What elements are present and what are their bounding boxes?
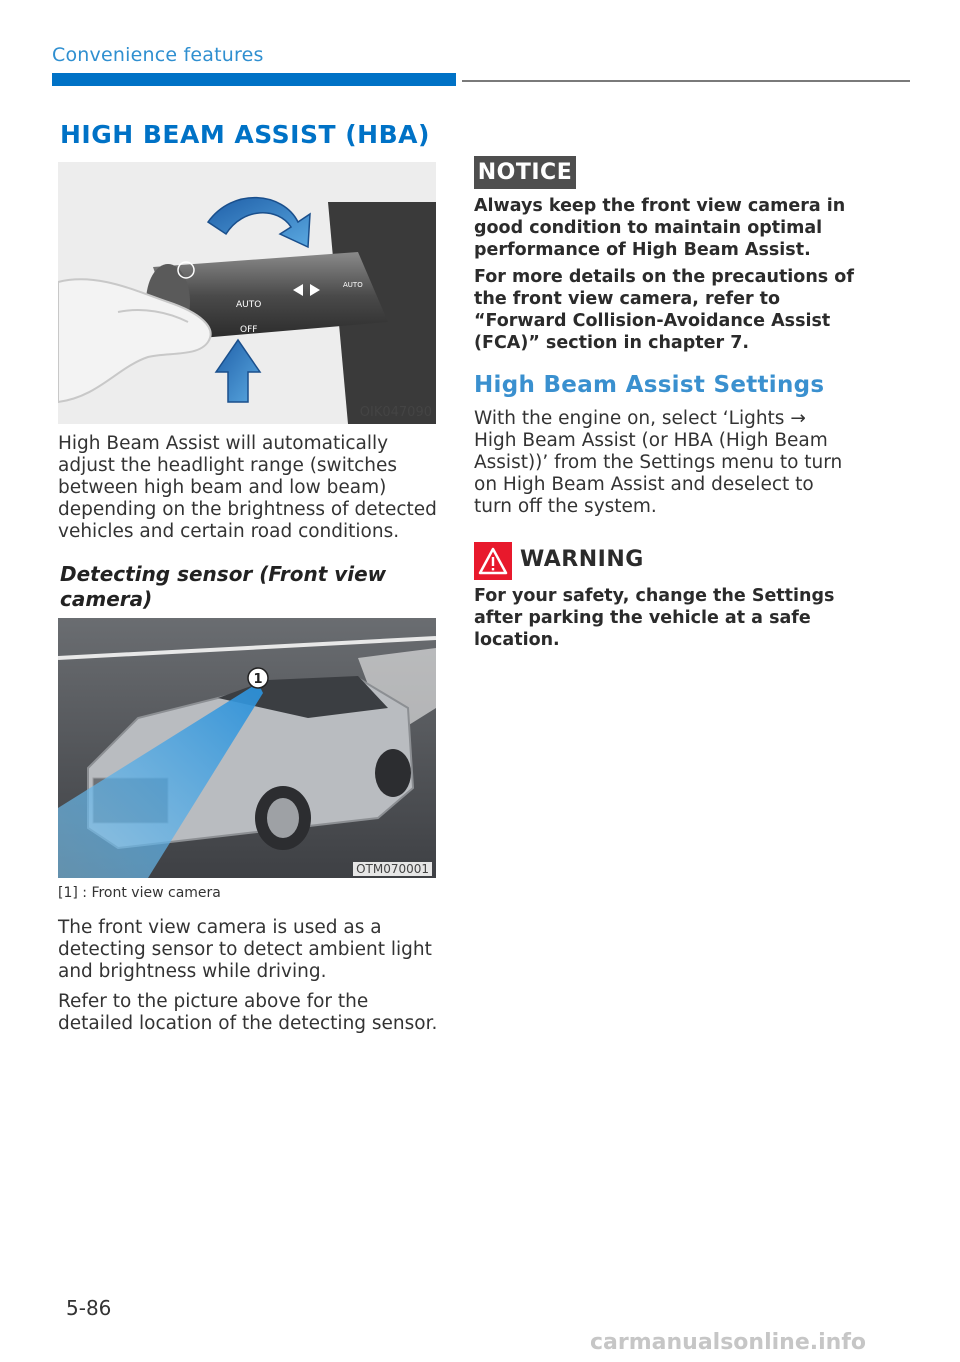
page-number: 5-86 — [66, 1296, 112, 1320]
stalk-auto-small-label: AUTO — [343, 281, 363, 289]
warning-icon — [474, 542, 512, 580]
settings-paragraph: With the engine on, select ‘Lights → High Beam Assist (or HBA (High Beam Assist))’ from the Settings menu to turn on High Beam Assist and deselect to turn off the system. — [474, 408, 843, 517]
image-caption: [1] : Front view camera — [58, 885, 221, 901]
image-code-car: OTM070001 — [353, 862, 432, 876]
settings-title: High Beam Assist Settings — [474, 372, 825, 398]
front-camera-car-image — [58, 618, 436, 878]
section-title: HIGH BEAM ASSIST (HBA) — [60, 120, 430, 149]
image-code-stalk: OIK047090 — [359, 405, 432, 420]
notice-paragraph-1: Always keep the front view camera in good condition to maintain optimal performance of High Beam Assist. — [474, 196, 846, 260]
location-paragraph: Refer to the picture above for the detailed location of the detecting sensor. — [58, 991, 438, 1034]
warning-paragraph: For your safety, change the Settings after parking the vehicle at a safe location. — [474, 586, 835, 650]
camera-marker-number: 1 — [253, 672, 263, 687]
stalk-auto-label: AUTO — [236, 300, 262, 310]
intro-paragraph: High Beam Assist will automatically adjust the headlight range (switches between high beam and low beam) depending on the brightness of detected vehicles and certain road conditions. — [58, 433, 437, 542]
headlight-stalk-image — [58, 162, 436, 424]
stalk-illustration — [58, 162, 436, 424]
detecting-sensor-subtitle: Detecting sensor (Front view camera) — [60, 562, 387, 611]
car-illustration — [58, 618, 436, 878]
notice-paragraph-2: For more details on the precautions of the front view camera, refer to “Forward Collision-Avoidance Assist (FCA)” section in chapter 7. — [474, 267, 854, 353]
running-header: Convenience features — [52, 44, 264, 66]
notice-label: NOTICE — [474, 156, 576, 189]
header-bar-blue — [52, 73, 456, 86]
warning-label: WARNING — [520, 547, 644, 572]
camera-paragraph: The front view camera is used as a detecting sensor to detect ambient light and brightness while driving. — [58, 917, 432, 982]
stalk-off-label: OFF — [240, 325, 258, 335]
header-rule-gray — [462, 80, 910, 82]
watermark: carmanualsonline.info — [590, 1330, 866, 1355]
